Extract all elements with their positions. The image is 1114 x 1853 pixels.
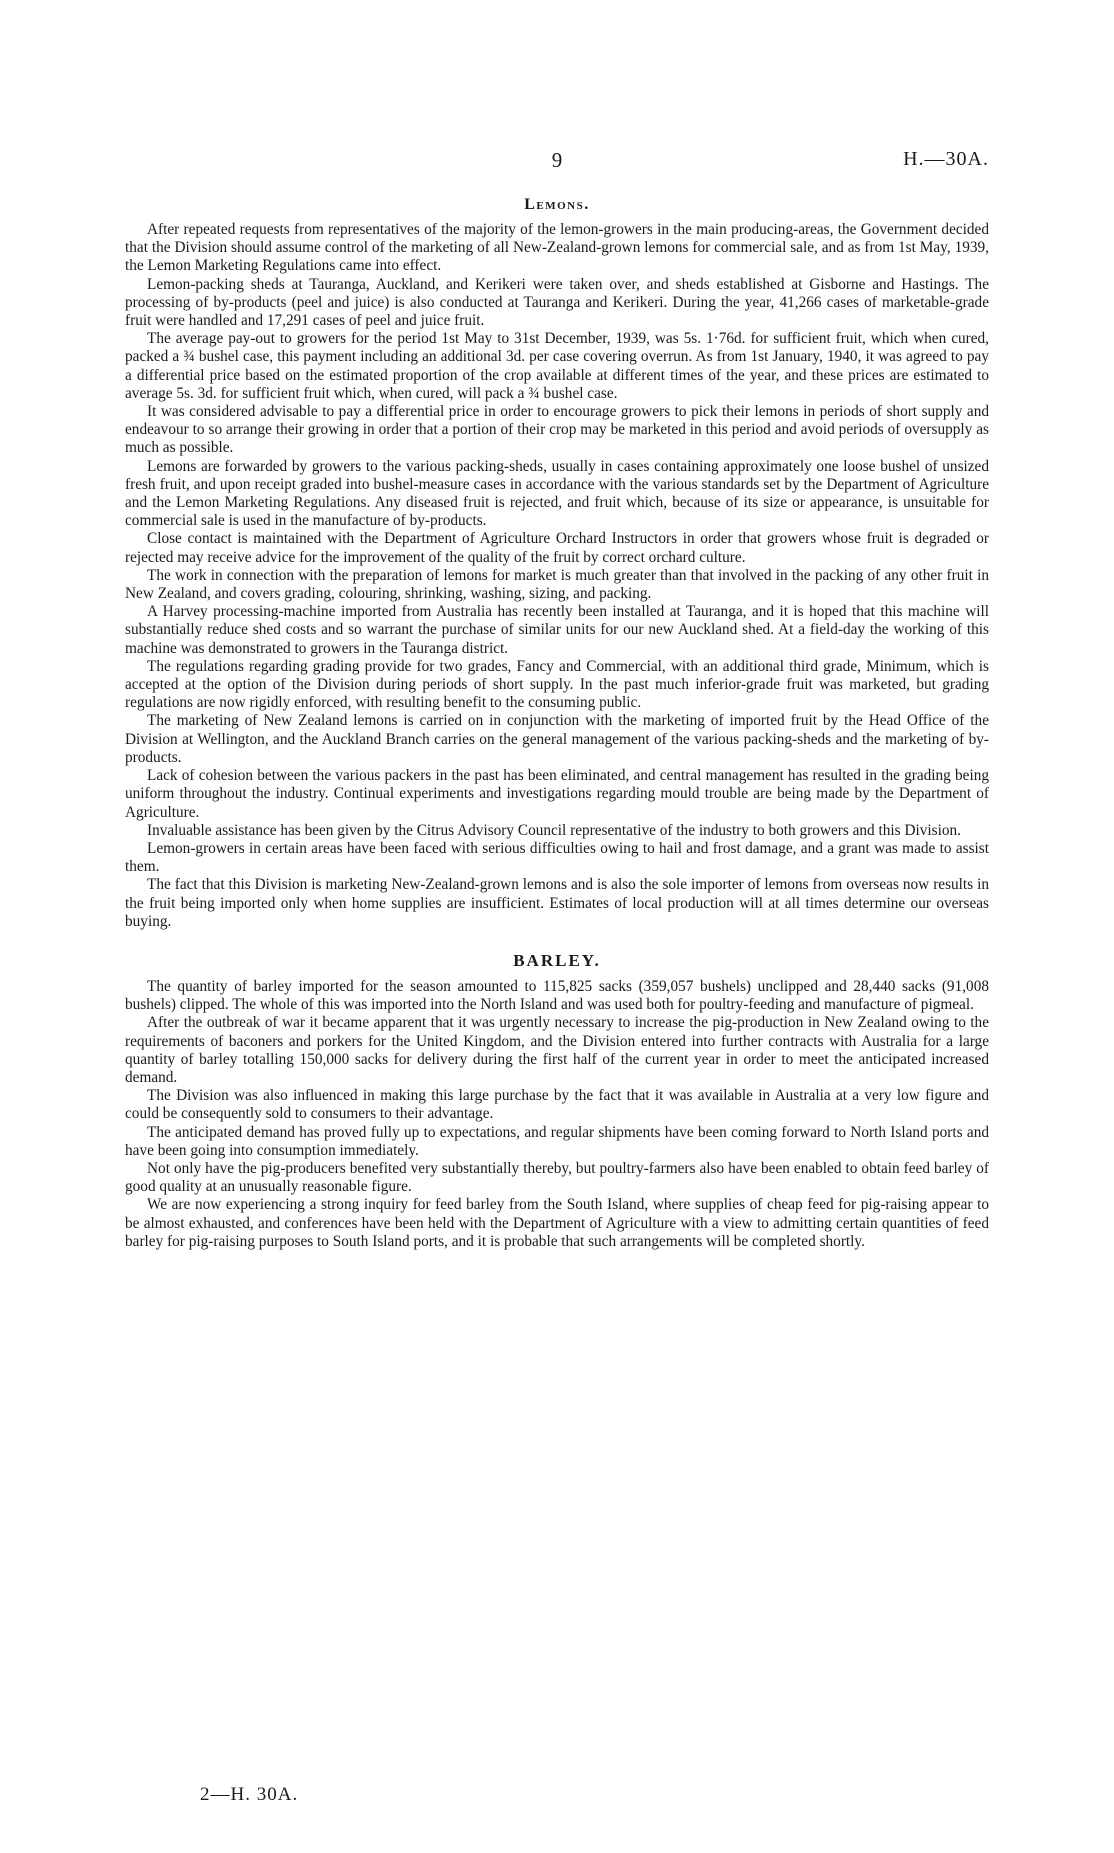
section-lemons [125,196,989,931]
section-heading-barley: BARLEY. [513,950,601,970]
paragraph: We are now experiencing a strong inquiry for feed barley from the South Island, where supplies of cheap feed for pig-raising appear to be almost exhausted, and conferences have been held with the Department of Agriculture with a view to admitting certain quantities of feed barley for pig-raising purposes to South Island ports, and it is probable that such arrangements will be completed shortly. [125,1196,989,1250]
paragraph: A Harvey processing-machine imported from Australia has recently been installed at Tauranga, and it is hoped that this machine will substantially reduce shed costs and so warrant the purchase of similar units for our new Auckland shed. At a field-day the working of this machine was demonstrated to growers in the Tauranga district. [125,603,989,657]
paragraph: The fact that this Division is marketing New-Zealand-grown lemons and is also the sole importer of lemons from overseas now results in the fruit being imported only when home supplies are insufficient. Estimates of local production will at all times determine our overseas buying. [125,876,989,930]
paragraph: After the outbreak of war it became apparent that it was urgently necessary to increase the pig-production in New Zealand owing to the requirements of baconers and porkers for the United Kingdom, and the Division entered into further contracts with Australia for a large quantity of barley totalling 150,000 sacks for delivery during the first half of the current year in order to meet the anticipated increased demand. [125,1014,989,1086]
paragraph: Lemons are forwarded by growers to the various packing-sheds, usually in cases containing approximately one loose bushel of unsized fresh fruit, and upon receipt graded into bushel-measure cases in accordance with the various standards set by the Department of Agriculture and the Lemon Marketing Regulations. Any diseased fruit is rejected, and fruit which, because of its size or appearance, is unsuitable for commercial sale is used in the manufacture of by-products. [125,457,989,530]
paragraph: The quantity of barley imported for the season amounted to 115,825 sacks (359,057 bushels) unclipped and 28,440 sacks (91,008 bushels) clipped. The whole of this was imported into the North Island and was used both for poultry-feeding and manufacture of pigmeal. [125,977,989,1014]
paragraph: It was considered advisable to pay a differential price in order to encourage growers to pick their lemons in periods of short supply and endeavour to so arrange their growing in order that a portion of their crop may be marketed in this period and avoid periods of oversupply as much as possible. [125,403,989,457]
paragraph: The average pay-out to growers for the period 1st May to 31st December, 1939, was 5s. 1·76d. for sufficient fruit, which when cured, packed a ¾ bushel case, this payment including an additional 3d. per case covering overrun. As from 1st January, 1940, it was agreed to pay a differential price based on the estimated proportion of the crop available at different times of the year, and these prices are estimated to average 5s. 3d. for sufficient fruit which, when cured, will pack a ¾ bushel case. [125,330,989,402]
paragraph: Lack of cohesion between the various packers in the past has been eliminated, and central management has resulted in the grading being uniform throughout the industry. Continual experiments and investigations regarding mould trouble are being made by the Department of Agriculture. [125,767,989,821]
paragraph: Not only have the pig-producers benefited very substantially thereby, but poultry-farmers also have been enabled to obtain feed barley of good quality at an unusually reasonable figure. [125,1159,989,1196]
section-heading-lemons: Lemons. [524,196,590,213]
paragraph: Lemon-growers in certain areas have been faced with serious difficulties owing to hail and frost damage, and a grant was made to assist them. [125,839,989,876]
paragraph: The marketing of New Zealand lemons is carried on in conjunction with the marketing of imported fruit by the Head Office of the Division at Wellington, and the Auckland Branch carries on the general management of the various packing-sheds and the marketing of by-products. [125,712,989,766]
paragraph: The anticipated demand has proved fully up to expectations, and regular shipments have been coming forward to North Island ports and have been going into consumption immediately. [125,1123,989,1159]
paragraph: Invaluable assistance has been given by the Citrus Advisory Council representative of the industry to both growers and this Division. [147,821,961,839]
paragraph: Lemon-packing sheds at Tauranga, Auckland, and Kerikeri were taken over, and sheds established at Gisborne and Hastings. The processing of by-products (peel and juice) is also conducted at Tauranga and Kerikeri. During the year, 41,266 cases of marketable-grade fruit were handled and 17,291 cases of peel and juice fruit. [125,275,989,330]
signature-mark: 2—H. 30A. [200,1784,299,1805]
document-body [125,196,989,1251]
document-reference: H.—30A. [903,148,989,170]
paragraph: Close contact is maintained with the Department of Agriculture Orchard Instructors in order that growers whose fruit is degraded or rejected may receive advice for the improvement of the quality of the fruit by correct orchard culture. [125,530,989,566]
section-barley [125,951,989,1251]
paragraph: The Division was also influenced in making this large purchase by the fact that it was available in Australia at a very low figure and could be consequently sold to consumers to their advantage. [125,1087,989,1123]
paragraph: After repeated requests from representatives of the majority of the lemon-growers in the main producing-areas, the Government decided that the Division should assume control of the marketing of all New-Zealand-grown lemons for commercial sale, and as from 1st May, 1939, the Lemon Marketing Regulations came into effect. [125,221,989,275]
paragraph: The regulations regarding grading provide for two grades, Fancy and Commercial, with an additional third grade, Minimum, which is accepted at the option of the Division during periods of short supply. In the past much inferior-grade fruit was marketed, but grading regulations are now rigidly enforced, with resulting benefit to the consuming public. [125,657,989,712]
page-number: 9 [551,148,563,172]
paragraph: The work in connection with the preparation of lemons for market is much greater than that involved in the packing of any other fruit in New Zealand, and covers grading, colouring, shrinking, washing, sizing, and packing. [125,566,989,603]
